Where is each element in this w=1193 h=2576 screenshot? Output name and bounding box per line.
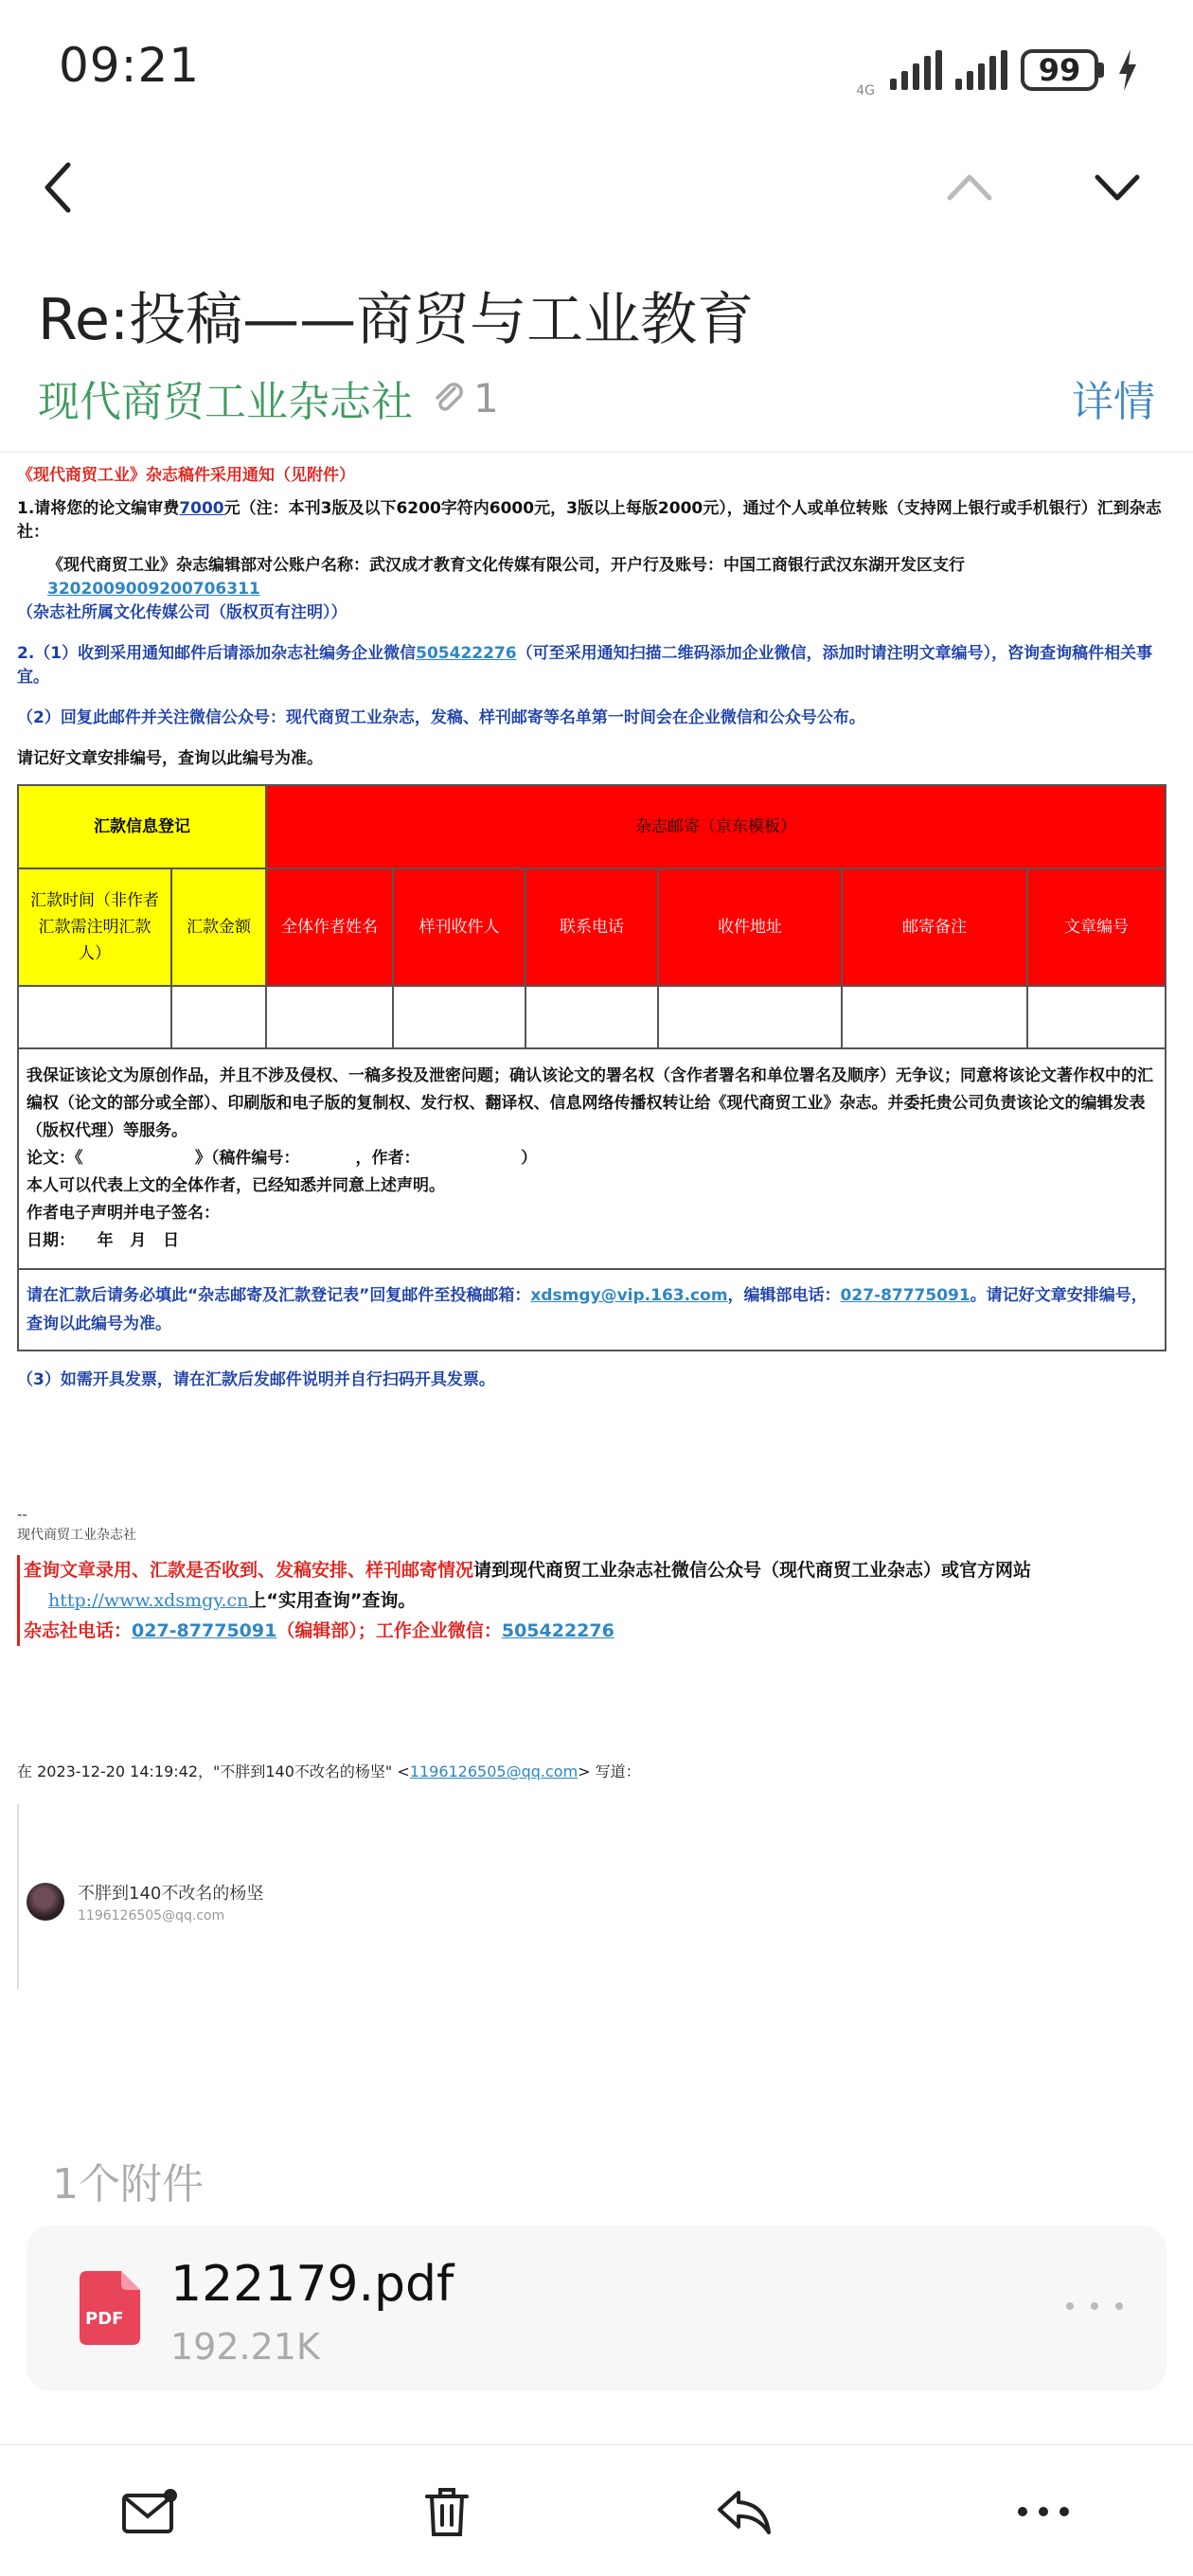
signature-line1 <box>24 1555 1174 1585</box>
more-button[interactable] <box>1006 2474 1081 2549</box>
details-link[interactable]: 详情 <box>1072 378 1155 426</box>
notice-title: 《现代商贸工业》杂志稿件采用通知（见附件） <box>17 466 355 485</box>
signature-line1-red: 查询文章录用、汇款是否收到、发稿安排、样刊邮寄情况 <box>24 1560 474 1581</box>
delete-button[interactable] <box>409 2474 485 2549</box>
col-recipient: 样刊收件人 <box>393 868 525 986</box>
paragraph-invoice: （3）如需开具发票，请在汇款后发邮件说明并自行扫码开具发票。 <box>17 1370 495 1389</box>
note-text-b: ，编辑部电话： <box>727 1286 841 1305</box>
paragraph-reply: （2）回复此邮件并关注微信公众号：现代商贸工业杂志，发稿、样刊邮寄等名单第一时间会在企业微信和公众号公布。 <box>17 708 865 727</box>
cell-empty <box>393 986 525 1048</box>
attachment-file-size: 192.21K <box>170 2326 320 2368</box>
text-account: 《现代商贸工业》杂志编辑部对公账户名称：武汉成才教育文化传媒有限公司，开户行及账号：中国工商银行武汉东湖开发区支行 <box>47 556 965 575</box>
signal-icon-2 <box>955 50 1007 90</box>
text-wechat-intro: 2.（1）收到采用通知邮件后请添加杂志社编务企业微信 <box>17 644 417 663</box>
declaration-sign: 作者电子声明并电子签名： <box>27 1204 220 1223</box>
signature-line1-black: 请到现代商贸工业杂志社微信公众号（现代商贸工业杂志）或官方网站 <box>473 1560 1032 1581</box>
reply-button[interactable] <box>706 2474 782 2549</box>
attachments-title: 1个附件 <box>52 2160 204 2209</box>
text-fee-intro: 1.请将您的论文编审费 <box>17 499 180 518</box>
col-remark: 邮寄备注 <box>842 868 1027 986</box>
attachment-card[interactable] <box>27 2226 1166 2391</box>
paragraph-fee <box>17 497 1174 545</box>
col-remit-amount: 汇款金额 <box>171 868 266 986</box>
cell-empty <box>525 986 658 1048</box>
cell-empty <box>266 986 393 1048</box>
more-options-icon[interactable] <box>1066 2292 1123 2320</box>
signature-query-block <box>17 1555 1174 1646</box>
signature-phone-label: 杂志社电话： <box>24 1620 133 1641</box>
declaration-paper-line: 论文：《 》（稿件编号： ，作者： ） <box>27 1149 538 1168</box>
paperclip-icon <box>430 379 468 417</box>
attachment-count: 1 <box>473 374 499 421</box>
signature-line2-tail: 上“实用查询”查询。 <box>248 1590 417 1611</box>
more-horizontal-icon <box>1017 2506 1070 2517</box>
quote-sender-name: 不胖到140不改名的杨坚 <box>78 1884 264 1904</box>
cell-empty <box>842 986 1027 1048</box>
note-text-a: 请在汇款后请务必填此“杂志邮寄及汇款登记表”回复邮件至投稿邮箱： <box>27 1286 531 1305</box>
mail-body <box>17 464 1174 1392</box>
pdf-icon-label: PDF <box>85 2309 124 2329</box>
col-address: 收件地址 <box>658 868 842 986</box>
fee-amount: 7000 <box>179 499 224 518</box>
col-remit-time: 汇款时间（非作者汇款需注明汇款人） <box>18 868 171 986</box>
reply-icon <box>716 2487 773 2536</box>
chevron-down-icon <box>1094 171 1141 204</box>
mail-subject: Re:投稿——商贸与工业教育 <box>38 287 755 353</box>
attachment-file-name: 122179.pdf <box>170 2256 454 2313</box>
charging-icon <box>1117 49 1138 91</box>
back-button[interactable] <box>21 150 97 225</box>
trash-icon <box>423 2485 471 2538</box>
text-fee-note: 元（注：本刊3版及以下6200字符内6000元，3版以上每版2000元），通过个人或单位转账（支持网上银行或手机银行）汇到杂志社： <box>17 499 1162 542</box>
chevron-up-icon <box>946 171 993 204</box>
submission-email-link[interactable]: xdsmgy@vip.163.com <box>530 1286 728 1305</box>
wechat-id-link[interactable]: 505422276 <box>416 644 517 663</box>
quote-sender <box>27 1880 263 1923</box>
paragraph-wechat <box>17 642 1174 689</box>
paragraph-account <box>17 554 1174 625</box>
mail-unread-icon <box>121 2488 178 2535</box>
mailing-header: 杂志邮寄（京东模板） <box>266 785 1166 868</box>
declaration-date: 日期： 年 月 日 <box>27 1231 180 1250</box>
status-time: 09:21 <box>59 38 201 93</box>
note-text-c: 。请记好文章安排编号，查询以此编号为准。 <box>27 1286 1148 1333</box>
battery-icon <box>1021 49 1104 91</box>
signature-wechat-label: （编辑部）；工作企业微信： <box>276 1620 502 1641</box>
editorial-phone-link[interactable]: 027-87775091 <box>840 1286 970 1305</box>
table-row <box>18 986 1166 1048</box>
status-bar <box>0 0 1193 133</box>
declaration-agree: 本人可以代表上文的全体作者，已经知悉并同意上述声明。 <box>27 1176 445 1195</box>
quote-header <box>17 1760 641 1781</box>
cell-empty <box>18 986 171 1048</box>
paragraph-number: 请记好文章安排编号，查询以此编号为准。 <box>17 749 323 768</box>
divider <box>0 451 1193 453</box>
pdf-file-icon <box>80 2271 140 2345</box>
next-mail-button[interactable] <box>1079 150 1155 225</box>
signature-org: 现代商贸工业杂志社 <box>17 1528 136 1543</box>
text-wechat-note: （可至采用通知扫描二维码添加企业微信，添加时请注明文章编号），咨询查询稿件相关事宜。 <box>17 644 1153 687</box>
previous-mail-button[interactable] <box>932 150 1007 225</box>
network-type-label: 4G <box>856 83 875 98</box>
battery-level: 99 <box>1038 52 1081 88</box>
cell-empty <box>658 986 842 1048</box>
col-article-no: 文章编号 <box>1027 868 1166 986</box>
sender-row <box>38 365 1155 431</box>
top-nav <box>0 133 1193 237</box>
declaration-text: 我保证该论文为原创作品，并且不涉及侵权、一稿多投及泄密问题；确认该论文的署名权（含作者署名和单位署名及顺序）无争议；同意将该论文著作权中的汇编权（论文的部分或全部）、印刷版和电子版的复制权、发行权、翻译权、信息网络传播权转让给《现代商贸工业》杂志。并委托贵公司负责该论文的编辑发表（版权代理）等服务。 <box>27 1066 1153 1140</box>
signal-icon <box>890 50 942 90</box>
declaration-cell <box>18 1048 1166 1269</box>
chevron-left-icon <box>40 159 78 216</box>
attachment-indicator[interactable] <box>430 375 499 421</box>
sender-name[interactable]: 现代商贸工业杂志社 <box>38 378 413 426</box>
avatar <box>27 1883 64 1921</box>
remittance-header: 汇款信息登记 <box>18 785 266 868</box>
remittance-note-cell <box>18 1269 1166 1351</box>
quote-border <box>17 1804 19 1989</box>
signature-line3 <box>24 1616 1174 1646</box>
quote-email-link[interactable]: 1196126505@qq.com <box>409 1762 579 1780</box>
col-authors: 全体作者姓名 <box>266 868 393 986</box>
cell-empty <box>171 986 266 1048</box>
signature-line2 <box>24 1585 1174 1616</box>
signature-wechat-link[interactable]: 505422276 <box>501 1620 614 1641</box>
quote-sender-email: 1196126505@qq.com <box>78 1908 225 1923</box>
cell-empty <box>1027 986 1166 1048</box>
mark-unread-button[interactable] <box>112 2474 187 2549</box>
quote-prefix: 在 2023-12-20 14:19:42，"不胖到140不改名的杨坚" < <box>17 1762 410 1780</box>
official-site-link[interactable]: http://www.xdsmgy.cn <box>48 1590 249 1611</box>
signature-phone-link[interactable]: 027-87775091 <box>132 1620 277 1641</box>
quote-suffix: > 写道： <box>578 1762 641 1780</box>
signature-dashes: -- <box>17 1506 27 1523</box>
account-number-link[interactable]: 3202009009200706311 <box>47 580 260 599</box>
bottom-toolbar <box>0 2443 1193 2576</box>
registration-table <box>17 784 1166 1351</box>
signature-block <box>17 1506 1174 1646</box>
status-icons <box>856 42 1138 98</box>
col-phone: 联系电话 <box>525 868 658 986</box>
text-account-note: （杂志社所属文化传媒公司（版权页有注明）） <box>17 603 347 622</box>
